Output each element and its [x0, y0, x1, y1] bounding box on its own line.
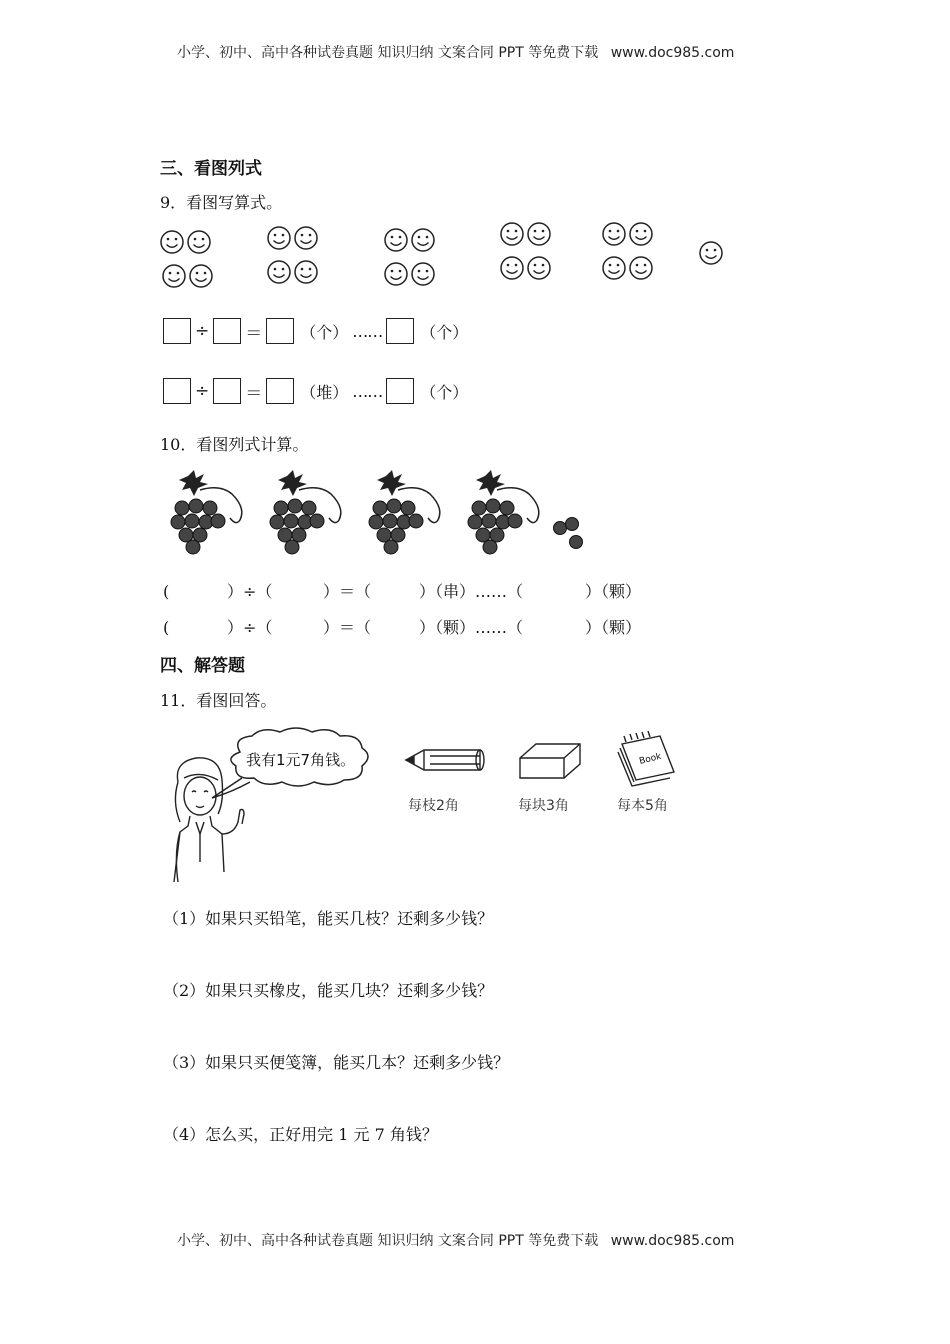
pencil-price: 每枝2角: [408, 798, 459, 814]
divide-text: ）÷（: [227, 618, 273, 637]
q10-line-2: [163, 615, 641, 638]
grapes-figure: [158, 466, 598, 558]
equals-sign: ＝: [245, 383, 263, 404]
speech-text: 我有1元7角钱。: [246, 751, 356, 769]
smiley-group-2: [268, 227, 317, 283]
notebook-icon: [618, 731, 674, 786]
girl-illustration: [174, 758, 244, 882]
remainder-dots: ……: [352, 321, 383, 341]
pencil-icon: [406, 750, 484, 770]
header-url[interactable]: www.doc985.com: [610, 45, 735, 61]
smiley-figure: [150, 218, 750, 298]
section-3-title: 三、看图列式: [160, 159, 262, 179]
smiley-group-4: [501, 223, 550, 279]
divide-text: ）÷（: [227, 582, 273, 601]
answer-box[interactable]: [213, 318, 241, 344]
answer-box[interactable]: [163, 318, 191, 344]
q11-sub-3: （3）如果只买便笺簿，能买几本？还剩多少钱？: [163, 1053, 510, 1072]
grape-bunch-2: [270, 470, 341, 554]
grape-bunch-3: [369, 470, 440, 554]
shopping-figure: [160, 722, 700, 882]
footer-banner-text: 小学、初中、高中各种试卷真题 知识归纳 文案合同 PPT 等免费下载: [177, 1233, 599, 1249]
q10-line-1: [163, 579, 641, 602]
section-4-title: 四、解答题: [160, 656, 245, 676]
header-banner-text: 小学、初中、高中各种试卷真题 知识归纳 文案合同 PPT 等免费下载: [177, 45, 599, 61]
header-banner: [177, 42, 734, 62]
q9-prompt: 9．看图写算式。: [160, 193, 283, 212]
q11-sub-2: （2）如果只买橡皮，能买几块？还剩多少钱？: [163, 981, 494, 1000]
grape-bunch-1: [171, 470, 242, 554]
q11-prompt: 11．看图回答。: [160, 691, 277, 710]
remainder-dots: ……: [352, 381, 383, 401]
answer-box[interactable]: [386, 378, 414, 404]
q10-prompt: 10．看图列式计算。: [160, 435, 309, 454]
eraser-icon: [520, 744, 580, 778]
paren: (: [163, 582, 170, 601]
footer-banner: [177, 1230, 734, 1250]
grape-bunch-4: [468, 470, 539, 554]
q11-sub-4: （4）怎么买，正好用完 1 元 7 角钱？: [163, 1125, 438, 1144]
speech-bubble: [212, 728, 368, 798]
answer-box[interactable]: [163, 378, 191, 404]
unit-label: （堆）: [300, 382, 349, 402]
footer-url[interactable]: www.doc985.com: [610, 1233, 735, 1249]
unit-label: （个）: [420, 382, 469, 402]
unit-label: （个）: [300, 322, 349, 342]
smiley-group-5: [603, 223, 652, 279]
divide-sign: ÷: [195, 381, 210, 401]
unit-text: ）（颗）: [585, 618, 642, 637]
unit-label: （个）: [420, 322, 469, 342]
unit-text: ）（颗）……（: [419, 618, 524, 637]
smiley-group-1: [161, 231, 212, 287]
equals-text: ）＝（: [323, 618, 372, 637]
q9-equation-2: [163, 378, 468, 404]
loose-grapes: [554, 518, 583, 549]
q11-sub-1: （1）如果只买铅笔，能买几枝？还剩多少钱？: [163, 909, 494, 928]
notebook-price: 每本5角: [617, 798, 668, 814]
smiley-group-3: [385, 229, 434, 285]
answer-box[interactable]: [213, 378, 241, 404]
answer-box[interactable]: [266, 318, 294, 344]
equals-text: ）＝（: [323, 582, 372, 601]
unit-text: ）（颗）: [585, 582, 642, 601]
divide-sign: ÷: [195, 321, 210, 341]
eraser-price: 每块3角: [518, 798, 569, 814]
paren: (: [163, 618, 170, 637]
q9-equation-1: [163, 318, 468, 344]
equals-sign: ＝: [245, 323, 263, 344]
unit-text: ）（串）……（: [419, 582, 524, 601]
notebook-label: Book: [638, 751, 663, 767]
smiley-single: [700, 242, 722, 264]
answer-box[interactable]: [266, 378, 294, 404]
answer-box[interactable]: [386, 318, 414, 344]
